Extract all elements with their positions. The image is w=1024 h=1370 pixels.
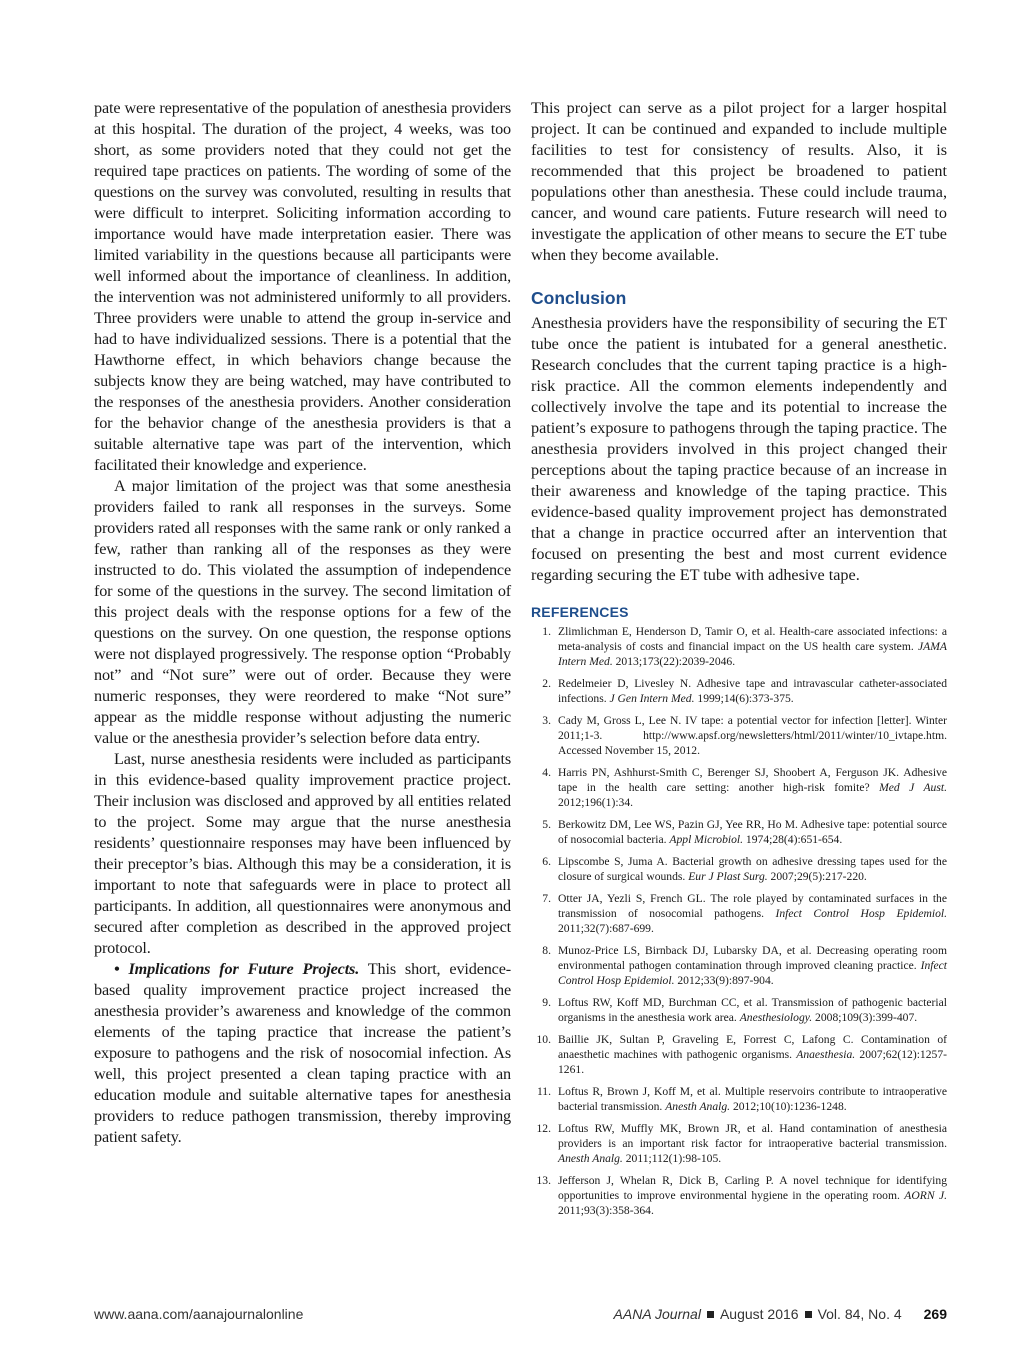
reference-item bbox=[531, 1121, 947, 1166]
reference-item bbox=[531, 854, 947, 884]
reference-authors-title: Lipscombe S, Juma A. Bacterial growth on adhesive dressing tapes used for the closure of surgical wounds. bbox=[558, 855, 947, 883]
reference-journal: Infect Control Hosp Epidemiol. bbox=[558, 959, 947, 987]
reference-text bbox=[558, 891, 947, 936]
conclusion-paragraph: Anesthesia providers have the responsibility of securing the ET tube once the patient is intubated for a general anesthetic. Research concludes that the current taping practice is a high-risk practice. All the common elements independently and collectively involve the tape and its potential to increase the patient’s exposure to pathogens through the taping practice. The anesthesia providers involved in this project changed their perceptions about the taping practice because of an increase in their awareness and knowledge of the taping practice. This evidence-based quality improvement project has demonstrated that a change in practice occurred after an intervention that focused on presenting the best and most current evidence regarding securing the ET tube with adhesive tape. bbox=[531, 314, 947, 584]
reference-item bbox=[531, 891, 947, 936]
reference-citation: 2012;33(9):897-904. bbox=[674, 974, 774, 987]
reference-number: 2. bbox=[542, 677, 551, 690]
reference-journal: Med J Aust. bbox=[879, 781, 947, 794]
reference-journal: Anesth Analg. bbox=[665, 1100, 731, 1113]
page-footer bbox=[94, 1306, 947, 1326]
reference-number: 4. bbox=[542, 766, 551, 779]
reference-journal: Anaesthesia. bbox=[796, 1048, 856, 1061]
reference-item bbox=[531, 995, 947, 1025]
footer-date: August 2016 bbox=[719, 1306, 799, 1322]
reference-number: 5. bbox=[542, 818, 551, 831]
implications-paragraph bbox=[94, 959, 511, 1148]
reference-item bbox=[531, 624, 947, 669]
reference-journal: Anesthesiology. bbox=[739, 1011, 813, 1024]
reference-journal: Anesth Analg. bbox=[558, 1152, 623, 1165]
reference-item bbox=[531, 1084, 947, 1114]
footer-citation bbox=[614, 1306, 947, 1322]
reference-text bbox=[558, 1084, 947, 1114]
reference-authors-title: Berkowitz DM, Lee WS, Pazin GJ, Yee RR, Ho M. Adhesive tape: potential source of nosocomial bacteria. bbox=[558, 818, 947, 846]
conclusion-heading: Conclusion bbox=[531, 288, 627, 308]
reference-number: 3. bbox=[542, 714, 551, 727]
reference-number: 7. bbox=[542, 892, 551, 905]
reference-text bbox=[558, 624, 947, 669]
reference-citation: 2007;62(12):1257-1261. bbox=[558, 1048, 947, 1076]
reference-text bbox=[558, 1121, 947, 1166]
reference-journal: Eur J Plast Surg. bbox=[688, 870, 768, 883]
reference-citation: 2007;29(5):217-220. bbox=[767, 870, 867, 883]
reference-item bbox=[531, 765, 947, 810]
separator-square-icon bbox=[707, 1311, 714, 1318]
reference-journal: Appl Microbiol. bbox=[669, 833, 744, 846]
reference-journal: J Gen Intern Med. bbox=[609, 692, 695, 705]
reference-citation: 1974;28(4):651-654. bbox=[743, 833, 843, 846]
reference-authors-title: Harris PN, Ashhurst-Smith C, Berenger SJ, Shoobert A, Ferguson JK. Adhesive tape in the health care setting: another high-risk fomite? bbox=[558, 766, 947, 794]
right-column bbox=[531, 98, 947, 1225]
reference-authors-title: Otter JA, Yezli S, French GL. The role played by contaminated surfaces in the transmission of nosocomial pathogens. bbox=[558, 892, 947, 920]
reference-item bbox=[531, 1032, 947, 1077]
reference-text bbox=[558, 765, 947, 810]
reference-text bbox=[558, 1173, 947, 1218]
footer-volume: Vol. 84, No. 4 bbox=[817, 1306, 902, 1322]
reference-authors-title: Zlimlichman E, Henderson D, Tamir O, et al. Health-care associated infections: a meta-analysis of costs and financial impact on the US health care system. bbox=[558, 625, 947, 653]
references-heading: REFERENCES bbox=[531, 604, 629, 620]
reference-text bbox=[558, 854, 947, 884]
reference-item bbox=[531, 1173, 947, 1218]
reference-citation: 2013;173(22):2039-2046. bbox=[612, 655, 736, 668]
reference-journal: AORN J. bbox=[904, 1189, 947, 1202]
reference-citation: 2011;32(7):687-699. bbox=[558, 922, 654, 935]
body-paragraph: A major limitation of the project was that some anesthesia providers failed to rank all responses in the surveys. Some providers rated all responses with the same rank or only ranked a few, rather than ranking all of the responses as they were instructed to do. This violated the assumption of independence for some of the questions in the survey. The second limitation of this project deals with the response options for a few of the questions on the survey. On one question, the response options were not displayed progressively. The response option “Probably not” and “Not sure” were out of order. Because they were numeric responses, they were reordered to make “Not sure” appear as the middle response without adjusting the numeric value or the anesthesia provider’s selection before data entry. bbox=[94, 477, 511, 747]
reference-authors-title: Redelmeier D, Livesley N. Adhesive tape and intravascular catheter-associated infections. bbox=[558, 677, 947, 705]
separator-square-icon bbox=[805, 1311, 812, 1318]
reference-journal: JAMA Intern Med. bbox=[558, 640, 947, 668]
reference-authors-title: Baillie JK, Sultan P, Graveling E, Forrest C, Lafong C. Contamination of anaesthetic machines with pathogenic organisms. bbox=[558, 1033, 947, 1061]
reference-text bbox=[558, 995, 947, 1025]
intro-paragraph: This project can serve as a pilot project for a larger hospital project. It can be continued and expanded to include multiple facilities to test for consistency of results. Also, it is recommended that this project be broadened to patient populations other than anesthesia. These could include trauma, cancer, and wound care patients. Future research will need to investigate the application of other means to secure the ET tube when they become available. bbox=[531, 99, 947, 264]
reference-item bbox=[531, 713, 947, 758]
body-paragraph: Last, nurse anesthesia residents were included as participants in this evidence-based quality improvement practice project. Their inclusion was disclosed and approved by all entities related to the project. Some may argue that the nurse anesthesia residents’ questionnaire responses may have been influenced by their preceptor’s bias. Although this may be a consideration, it is important to note that safeguards were in place to protect all participants. In addition, all questionnaires were anonymous and secured after completion as described in the approved project protocol. bbox=[94, 750, 511, 957]
reference-citation: 1999;14(6):373-375. bbox=[694, 692, 794, 705]
reference-citation: 2008;109(3):399-407. bbox=[812, 1011, 918, 1024]
references-list bbox=[531, 624, 947, 1218]
reference-text bbox=[558, 1032, 947, 1077]
reference-text bbox=[558, 943, 947, 988]
page-number: 269 bbox=[923, 1306, 947, 1322]
reference-authors-title: Loftus RW, Muffly MK, Brown JR, et al. Hand contamination of anesthesia providers is an important risk factor for intraoperative bacterial transmission. bbox=[558, 1122, 947, 1150]
reference-authors-title: Loftus RW, Koff MD, Burchman CC, et al. Transmission of pathogenic bacterial organisms in the anesthesia work area. bbox=[558, 996, 947, 1024]
reference-text bbox=[558, 713, 947, 758]
implications-text: This short, evidence-based quality improvement practice project increased the anesthesia provider’s awareness and knowledge of the common elements of the taping practice that increase the patient’s exposure to pathogens and the risk of nosocomial infection. As well, this project presented a clean taping practice with an education module and suitable alternative tapes for anesthesia providers to reduce pathogen transmission, thereby improving patient safety. bbox=[94, 960, 511, 1146]
reference-number: 13. bbox=[536, 1174, 551, 1187]
left-column bbox=[94, 98, 511, 1148]
reference-number: 6. bbox=[542, 855, 551, 868]
reference-journal: Infect Control Hosp Epidemiol. bbox=[775, 907, 947, 920]
reference-authors-title: Jefferson J, Whelan R, Dick B, Carling P. A novel technique for identifying opportunities to improve environmental hygiene in the operating room. bbox=[558, 1174, 947, 1202]
reference-number: 1. bbox=[542, 625, 551, 638]
body-paragraph: pate were representative of the population of anesthesia providers at this hospital. The duration of the project, 4 weeks, was too short, as some providers noted that they could not get the required tape practices on patients. The wording of some of the questions on the survey was convoluted, resulting in results that were difficult to interpret. Soliciting information according to importance would have made interpretation easier. There was limited variability in the questions because all participants were well informed about the importance of cleanliness. In addition, the intervention was not administered uniformly to all providers. Three providers were unable to attend the group in-service and had to have individualized sessions. There is a potential that the Hawthorne effect, in which behaviors change because the subjects know they are being watched, may have contributed to the responses of the anesthesia providers. Another consideration for the behavior change of the anesthesia providers is that a suitable alternative tape was part of the intervention, which facilitated their knowledge and experience. bbox=[94, 99, 511, 474]
reference-number: 11. bbox=[536, 1085, 551, 1098]
reference-text bbox=[558, 817, 947, 847]
reference-item bbox=[531, 676, 947, 706]
reference-number: 9. bbox=[542, 996, 551, 1009]
reference-number: 12. bbox=[536, 1122, 551, 1135]
reference-item bbox=[531, 943, 947, 988]
reference-citation: 2011;112(1):98-105. bbox=[622, 1152, 722, 1165]
reference-citation: 2011;93(3):358-364. bbox=[558, 1204, 654, 1217]
reference-citation: 2012;196(1):34. bbox=[558, 796, 634, 809]
reference-number: 8. bbox=[542, 944, 551, 957]
implications-title: • Implications for Future Projects. bbox=[114, 960, 360, 978]
reference-citation: 2012;10(10):1236-1248. bbox=[730, 1100, 847, 1113]
footer-url: www.aana.com/aanajournalonline bbox=[94, 1306, 304, 1322]
reference-authors-title: Cady M, Gross L, Lee N. IV tape: a potential vector for infection [letter]. Winter 2011;1-3. http://www.apsf.org/newsletters/html/2011/winter/10_ivtape.htm. Accessed November 15, 2012. bbox=[558, 714, 947, 757]
reference-text bbox=[558, 676, 947, 706]
reference-number: 10. bbox=[536, 1033, 551, 1046]
reference-item bbox=[531, 817, 947, 847]
reference-authors-title: Loftus R, Brown J, Koff M, et al. Multiple reservoirs contribute to intraoperative bacterial transmission. bbox=[558, 1085, 947, 1113]
footer-journal: AANA Journal bbox=[613, 1306, 701, 1322]
reference-authors-title: Munoz-Price LS, Birnback DJ, Lubarsky DA, et al. Decreasing operating room environmental pathogen contamination through improved cleaning practice. bbox=[558, 944, 947, 972]
